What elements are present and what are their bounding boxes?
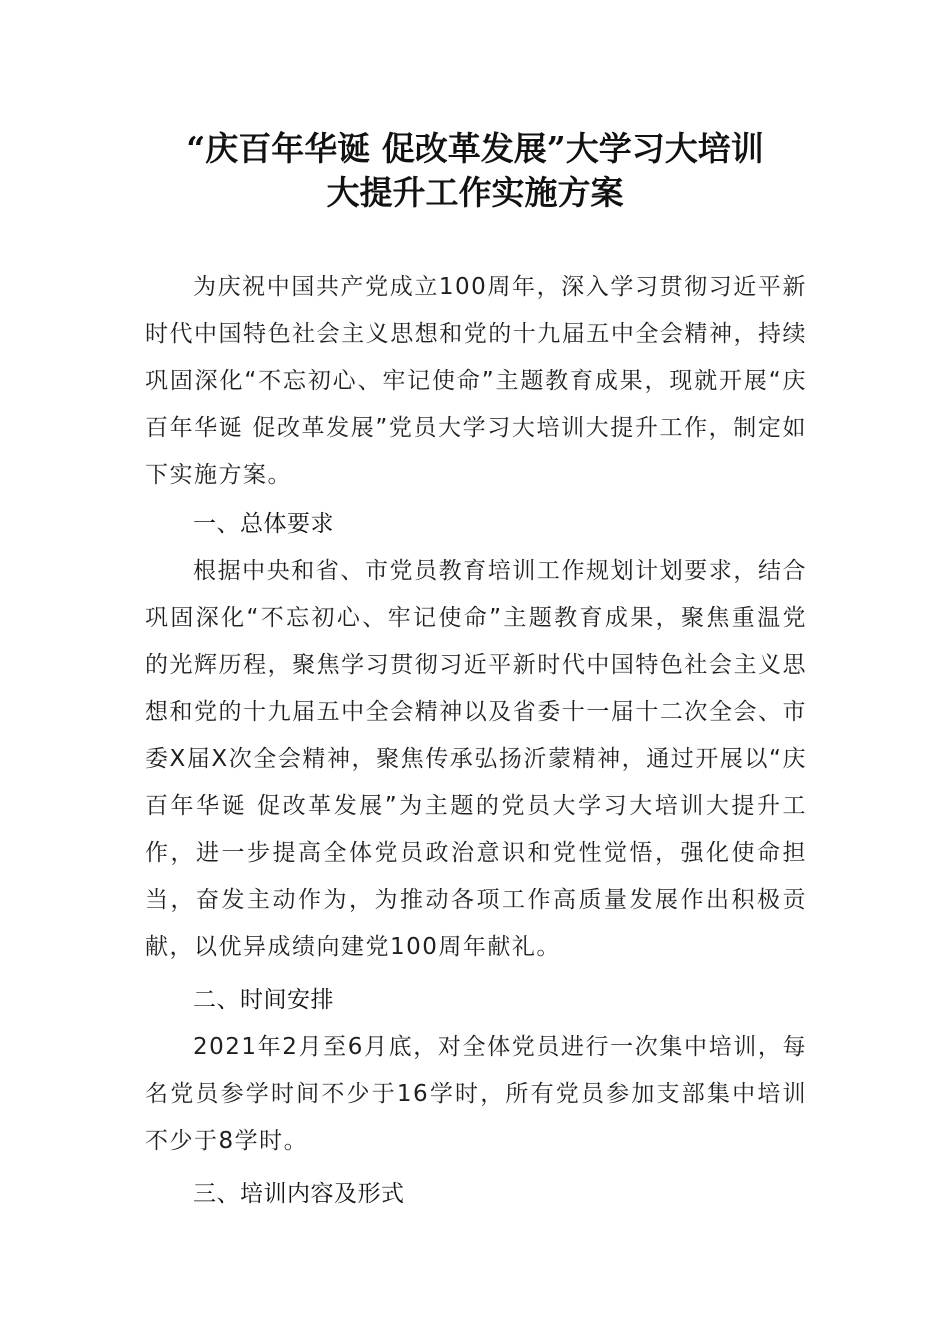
section-heading-general-requirements: 一、总体要求 <box>193 511 334 537</box>
section-text-schedule: 2021年2月至6月底，对全体党员进行一次集中培训，每名党员参学时间不少于16学时，所有党员参加支部集中培训不少于8学时。 <box>145 1034 807 1154</box>
document-title-line-1: “庆百年华诞 促改革发展”大学习大培训 <box>186 129 764 168</box>
section-heading-training-content: 三、培训内容及形式 <box>193 1181 405 1207</box>
section-heading-schedule: 二、时间安排 <box>193 987 334 1013</box>
section-text-general-requirements: 根据中央和省、市党员教育培训工作规划计划要求，结合巩固深化“不忘初心、牢记使命”主题教育成果，聚焦重温党的光辉历程，聚焦学习贯彻习近平新时代中国特色社会主义思想和党的十九届五中全会精神以及省委十一届十二次全会、市委X届X次全会精神，聚焦传承弘扬沂蒙精神，通过开展以“庆百年华诞 促改革发展”为主题的党员大学习大培训大提升工作，进一步提高全体党员政治意识和党性觉悟，强化使命担当，奋发主动作为，为推动各项工作高质量发展作出积极贡献，以优异成绩向建党100周年献礼。 <box>145 558 807 960</box>
intro-paragraph: 为庆祝中国共产党成立100周年，深入学习贯彻习近平新时代中国特色社会主义思想和党的十九届五中全会精神，持续巩固深化“不忘初心、牢记使命”主题教育成果，现就开展“庆百年华诞 促改革发展”党员大学习大培训大提升工作，制定如下实施方案。 <box>145 274 807 488</box>
document-body <box>145 264 807 1218</box>
document-title-line-2: 大提升工作实施方案 <box>326 173 624 212</box>
